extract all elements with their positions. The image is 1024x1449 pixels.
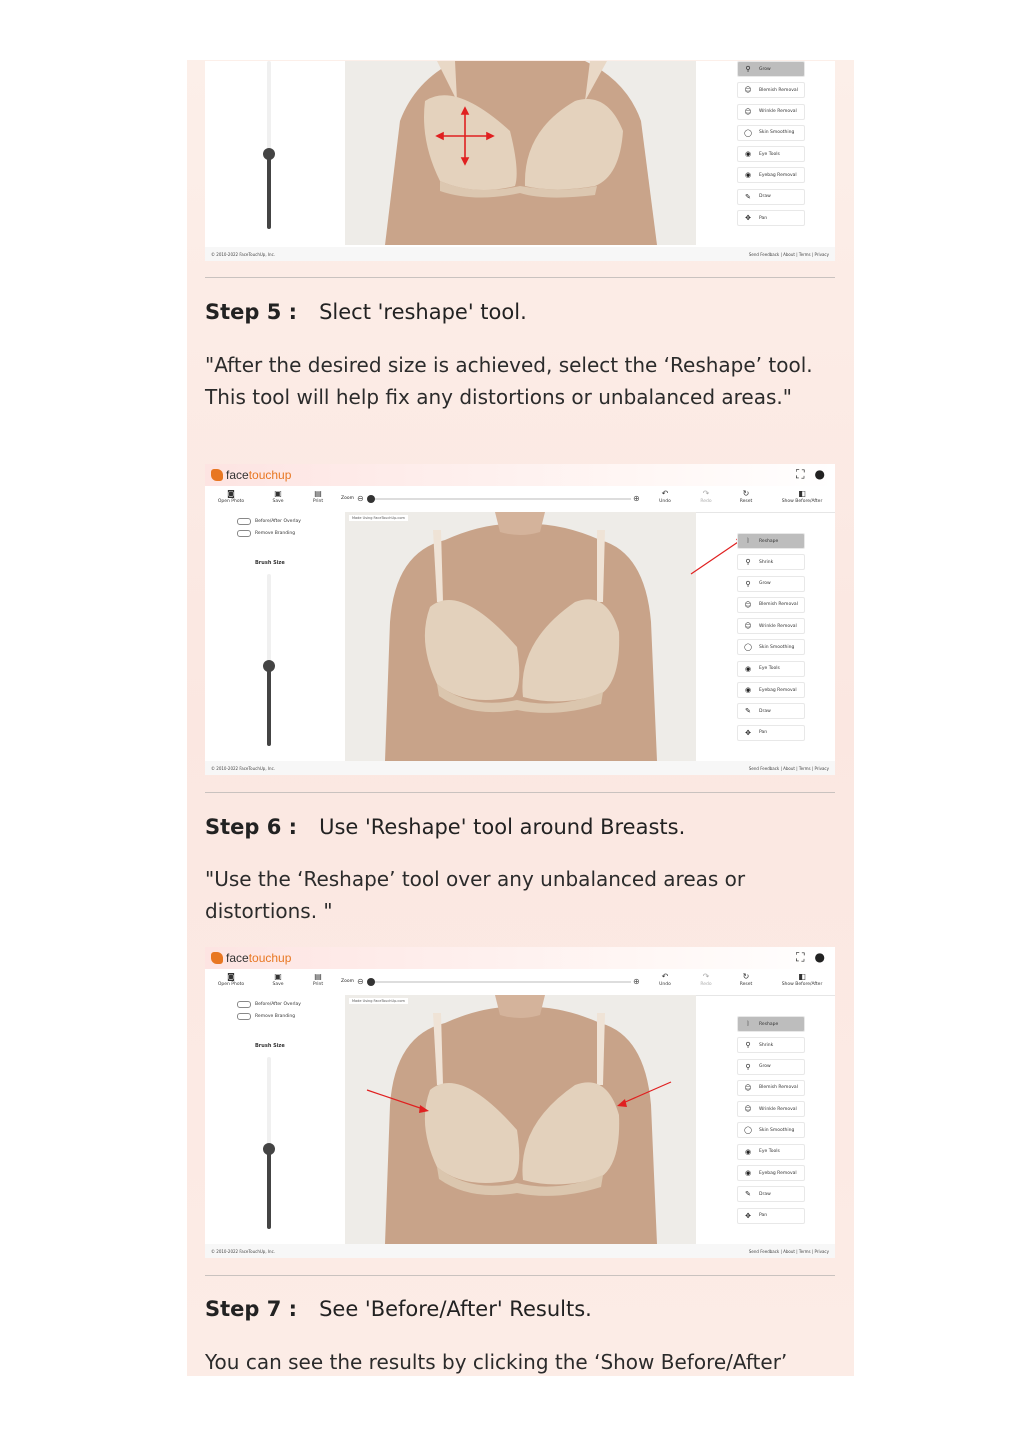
step-title: Slect 'reshape' tool.: [319, 300, 527, 324]
printer-icon: ▤: [314, 972, 322, 981]
figure-illustration: [345, 61, 696, 245]
reset-icon: ↻: [742, 972, 750, 981]
tool-pan[interactable]: ✥ Pan: [737, 1208, 805, 1224]
tool-pan[interactable]: ✥ Pan: [737, 725, 805, 741]
brush-slider-fill: [267, 1149, 271, 1229]
brush-slider-fill: [267, 666, 271, 746]
watermark-label: Made Using FaceTouchUp.com: [349, 998, 408, 1004]
tool-list: [737, 61, 805, 231]
undo-button[interactable]: ↶ Undo: [645, 972, 685, 987]
photo-canvas[interactable]: [345, 61, 696, 245]
tool-draw[interactable]: ✎ Draw: [737, 703, 805, 719]
brush-size-label: Brush Size: [255, 560, 285, 566]
undo-icon: ↶: [661, 489, 669, 498]
tool-grow[interactable]: ⚲ Grow: [737, 61, 805, 77]
tool-blemish-removal[interactable]: ☺ Blemish Removal: [737, 82, 805, 98]
tool-eyebag-removal[interactable]: ◉ Eyebag Removal: [737, 682, 805, 698]
blemish-icon: ☺: [744, 600, 752, 609]
reshape-arrows-icon: [435, 106, 495, 166]
photo-canvas[interactable]: [345, 512, 696, 761]
face-outline-icon: ◯: [744, 1126, 752, 1135]
print-button[interactable]: ▤ Print: [298, 489, 338, 504]
printer-icon: ▤: [314, 489, 322, 498]
step-label: Step 5 :: [205, 300, 298, 324]
tool-blemish-removal[interactable]: ☺ Blemish Removal: [737, 597, 805, 613]
footer-links[interactable]: Send Feedback | About | Terms | Privacy: [748, 766, 829, 771]
tool-pan[interactable]: ✥ Pan: [737, 210, 805, 226]
step-label: Step 6 :: [205, 815, 298, 839]
figure-illustration: [345, 512, 696, 761]
brush-slider-fill: [267, 154, 271, 229]
copyright-text: © 2010-2022 FaceTouchUp, Inc.: [211, 252, 276, 257]
tool-eye-tools[interactable]: ◉ Eye Tools: [737, 1144, 805, 1160]
redo-icon: ↷: [702, 972, 710, 981]
screenshot-step-5: [205, 464, 835, 775]
tool-wrinkle-removal[interactable]: ☺ Wrinkle Removal: [737, 104, 805, 120]
save-icon: ▣: [274, 972, 282, 981]
app-header: [205, 464, 835, 486]
shrink-icon: ⚲: [745, 558, 751, 567]
logo-mark-icon: [211, 469, 223, 481]
facetouchup-logo: facetouchup: [211, 468, 291, 482]
divider: [205, 277, 835, 278]
step-title: See 'Before/After' Results.: [319, 1297, 592, 1321]
footer-links[interactable]: Send Feedback | About | Terms | Privacy: [748, 1249, 829, 1254]
save-icon: ▣: [274, 489, 282, 498]
eyebag-icon: ◉: [744, 171, 752, 180]
show-before-after-button[interactable]: ◧ Show Before/After: [777, 489, 827, 504]
move-icon: ✥: [745, 728, 751, 737]
tool-reshape[interactable]: ⦚ Reshape: [737, 533, 805, 549]
step-7-text: You can see the results by clicking the ‘Show Before/After’: [205, 1350, 788, 1374]
reset-button[interactable]: ↻ Reset: [726, 972, 766, 987]
fullscreen-icon[interactable]: ⛶: [796, 467, 805, 481]
tool-eyebag-removal[interactable]: ◉ Eyebag Removal: [737, 1165, 805, 1181]
screenshot-step-4: [205, 61, 835, 261]
before-after-toggle[interactable]: Before/After Overlay: [237, 518, 301, 525]
print-button[interactable]: ▤ Print: [298, 972, 338, 987]
before-after-toggle[interactable]: Before/After Overlay: [237, 1001, 301, 1008]
redo-button[interactable]: ↷ Redo: [686, 972, 726, 987]
brush-slider-knob[interactable]: [263, 148, 275, 160]
tool-wrinkle-removal[interactable]: ☺ Wrinkle Removal: [737, 618, 805, 634]
app-footer: [205, 1244, 835, 1258]
grow-icon: ⚲: [745, 579, 751, 588]
tool-shrink[interactable]: ⚲ Shrink: [737, 1037, 805, 1053]
tool-shrink[interactable]: ⚲ Shrink: [737, 554, 805, 570]
app-header: [205, 947, 835, 969]
app-footer: [205, 761, 835, 775]
step-6-heading: [205, 815, 685, 839]
step-7-heading: [205, 1297, 592, 1321]
left-panel: [205, 512, 345, 761]
photo-canvas[interactable]: [345, 995, 696, 1244]
save-button[interactable]: ▣ Save: [258, 489, 298, 504]
screenshot-step-6: [205, 947, 835, 1258]
tool-skin-smoothing[interactable]: ◯ Skin Smoothing: [737, 1122, 805, 1138]
step-6-text: "Use the ‘Reshape’ tool over any unbalanced areas or distortions. ": [205, 867, 746, 923]
tool-grow[interactable]: ⚲ Grow: [737, 576, 805, 592]
zoom-out-icon: ⊖: [357, 494, 364, 503]
grow-icon: ⚲: [745, 65, 751, 73]
compare-icon: ◧: [798, 489, 806, 498]
face-outline-icon: ◯: [744, 643, 752, 652]
camera-icon: ◙: [227, 972, 235, 981]
tool-reshape[interactable]: ⦚ Reshape: [737, 1016, 805, 1032]
step-5-text: "After the desired size is achieved, select the ‘Reshape’ tool. This tool will help fix any distortions or unbalanced areas.": [205, 353, 813, 409]
left-panel: [205, 995, 345, 1244]
redo-button[interactable]: ↷ Redo: [686, 489, 726, 504]
open-photo-button[interactable]: ◙ Open Photo: [211, 972, 251, 987]
zoom-in-icon: ⊕: [633, 977, 640, 986]
undo-button[interactable]: ↶ Undo: [645, 489, 685, 504]
facetouchup-logo: facetouchup: [211, 951, 291, 965]
reshape-icon: ⦚: [747, 1019, 749, 1028]
zoom-slider[interactable]: Zoom ⊖ ⊕: [341, 977, 640, 986]
redo-icon: ↷: [702, 489, 710, 498]
pencil-icon: ✎: [745, 192, 751, 201]
tool-wrinkle-removal[interactable]: ☺ Wrinkle Removal: [737, 1101, 805, 1117]
pencil-icon: ✎: [745, 707, 751, 716]
pencil-icon: ✎: [745, 1190, 751, 1199]
tool-draw[interactable]: ✎ Draw: [737, 189, 805, 205]
blemish-icon: ☺: [744, 1083, 752, 1092]
face-outline-icon: ◯: [744, 128, 752, 137]
toolbar: [205, 486, 835, 513]
eye-icon: ◉: [744, 1147, 752, 1156]
fullscreen-icon[interactable]: ⛶: [796, 950, 805, 964]
show-before-after-button[interactable]: ◧ Show Before/After: [777, 972, 827, 987]
divider: [205, 792, 835, 793]
eyebag-icon: ◉: [744, 1169, 752, 1178]
remove-branding-toggle[interactable]: Remove Branding: [237, 530, 295, 537]
footer-links[interactable]: Send Feedback | About | Terms | Privacy: [748, 252, 829, 257]
brush-slider-knob[interactable]: [263, 660, 275, 672]
zoom-slider[interactable]: Zoom ⊖ ⊕: [341, 494, 640, 503]
tool-grow[interactable]: ⚲ Grow: [737, 1059, 805, 1075]
wrinkle-icon: ☺: [744, 107, 752, 116]
camera-icon: ◙: [227, 489, 235, 498]
tool-draw[interactable]: ✎ Draw: [737, 1186, 805, 1202]
account-icon[interactable]: ●: [814, 950, 825, 964]
wrinkle-icon: ☺: [744, 622, 752, 631]
toolbar: [205, 969, 835, 996]
grow-icon: ⚲: [745, 1062, 751, 1071]
tool-skin-smoothing[interactable]: ◯ Skin Smoothing: [737, 639, 805, 655]
tool-list: [737, 1016, 805, 1229]
blemish-icon: ☺: [744, 86, 752, 95]
shrink-icon: ⚲: [745, 1041, 751, 1050]
app-footer: [205, 247, 835, 261]
step-title: Use 'Reshape' tool around Breasts.: [319, 815, 686, 839]
eye-icon: ◉: [744, 664, 752, 673]
account-icon[interactable]: ●: [814, 467, 825, 481]
step-label: Step 7 :: [205, 1297, 298, 1321]
open-photo-button[interactable]: ◙ Open Photo: [211, 489, 251, 504]
left-panel: [205, 61, 345, 247]
watermark-label: Made Using FaceTouchUp.com: [349, 515, 408, 521]
reshape-icon: ⦚: [747, 536, 749, 545]
move-icon: ✥: [745, 1211, 751, 1220]
undo-icon: ↶: [661, 972, 669, 981]
logo-mark-icon: [211, 952, 223, 964]
eyebag-icon: ◉: [744, 686, 752, 695]
reset-icon: ↻: [742, 489, 750, 498]
zoom-in-icon: ⊕: [633, 494, 640, 503]
divider: [205, 1275, 835, 1276]
remove-branding-toggle[interactable]: Remove Branding: [237, 1013, 295, 1020]
tool-blemish-removal[interactable]: ☺ Blemish Removal: [737, 1080, 805, 1096]
tool-eye-tools[interactable]: ◉ Eye Tools: [737, 146, 805, 162]
figure-illustration: [345, 995, 696, 1244]
step-5-heading: [205, 300, 527, 324]
brush-size-label: Brush Size: [255, 1043, 285, 1049]
tool-skin-smoothing[interactable]: ◯ Skin Smoothing: [737, 125, 805, 141]
eye-icon: ◉: [744, 150, 752, 159]
tool-eyebag-removal[interactable]: ◉ Eyebag Removal: [737, 167, 805, 183]
brush-slider-knob[interactable]: [263, 1143, 275, 1155]
copyright-text: © 2010-2022 FaceTouchUp, Inc.: [211, 1249, 276, 1254]
move-icon: ✥: [745, 214, 751, 223]
zoom-out-icon: ⊖: [357, 977, 364, 986]
reset-button[interactable]: ↻ Reset: [726, 489, 766, 504]
compare-icon: ◧: [798, 972, 806, 981]
save-button[interactable]: ▣ Save: [258, 972, 298, 987]
copyright-text: © 2010-2022 FaceTouchUp, Inc.: [211, 766, 276, 771]
wrinkle-icon: ☺: [744, 1105, 752, 1114]
tool-eye-tools[interactable]: ◉ Eye Tools: [737, 661, 805, 677]
tool-list: [737, 533, 805, 746]
